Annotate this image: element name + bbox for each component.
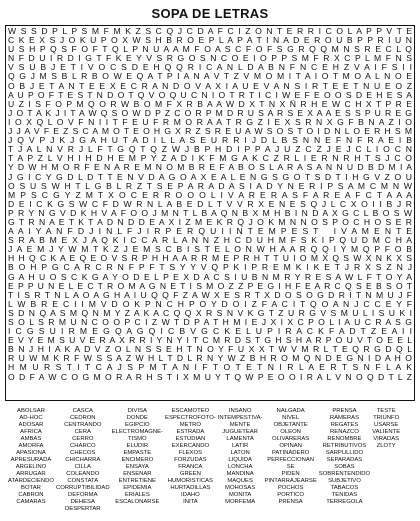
grid-row: S R A B M E X J A Q K I C C A R L A N N Z H C D U H M F S K I P Q U D M C H A <box>8 236 412 246</box>
grid-row: S O L S R M U N C O O P C I Z W T D P A T H M I E J X I X C P O L I A U C R A S G <box>8 318 412 327</box>
grid-row: U S H P Q S F O F T Q L P N U A A M F O A S C F O F S G R Q Q M N S R E C L Q <box>8 45 412 55</box>
word-list-item: USARSE <box>374 422 399 428</box>
word-list-item: ESTUDIAN <box>175 436 206 442</box>
word-list-item: COLEANDO <box>66 471 100 477</box>
word-list-item: CENTRANDO <box>64 422 102 428</box>
word-list-item: ELECTROMAGNE- <box>111 429 164 435</box>
grid-row: O S U S W H T L G B L R Z T S E P A R A D A S I A D Y N E R I P S A M C M N W <box>8 181 412 191</box>
word-list-item: REGATES <box>330 422 359 428</box>
word-list-item: DIVISA <box>127 408 147 414</box>
word-list-item: PIDEN <box>281 471 300 477</box>
word-list-item: MÓNITA <box>228 492 252 498</box>
word-list-item: SARPULLIDO <box>325 450 364 456</box>
word-list-item: PATINADERO <box>271 450 310 456</box>
grid-row: H M U R S T I T C A J S P M T A N I F T O T E T N I R L A E R T S N F L A K <box>8 363 412 373</box>
word-column <box>8 408 54 520</box>
word-list-item: TESTE <box>376 408 396 414</box>
word-list-item: ENCIMERO <box>121 457 154 463</box>
word-list-item: AMORFA <box>18 443 44 449</box>
word-list-item: ENSAYA <box>125 464 149 470</box>
word-list-item: HURTADILLAS <box>170 485 211 491</box>
grid-row: R U W M K R F W S S A Z W H L T D L R N Y W Z B H R O M Q N D E G N I D A H O <box>8 354 412 364</box>
word-list-item: METRO <box>179 422 202 428</box>
letter-grid <box>5 25 415 401</box>
word-list-item: TENIDAS <box>331 492 358 498</box>
grid-row: D E I C K G S W C F D W R N L A B E D L T V V R X E N E S Q J L C X O I I B J R <box>8 199 412 209</box>
word-list-item: HUMORÍSTICAS <box>167 478 213 484</box>
word-list-item: TABACOS <box>330 485 359 491</box>
word-list-item: ERIALES <box>124 492 150 498</box>
word-list-item: AMBAS <box>20 436 42 442</box>
word-list-item: ÁFRICA <box>20 429 42 435</box>
grid-row: S D N Q A S M Q N M Y Z A K A C Q Q X R S N V K G T Z U R G V S M U L I S U K I <box>8 308 412 318</box>
word-list-item: FRANCA <box>178 464 203 470</box>
word-list-item: MAQUES <box>227 478 253 484</box>
grid-row: C K E X S J O K U P O X W S H B R O E P L A P A T I N A D E R O U B P P R I U N <box>8 36 412 46</box>
word-list-item: PERFECCIONAN <box>267 457 315 463</box>
word-list-item: ABOLSAR <box>17 408 45 414</box>
grid-row: U Z I S F O P M Q O R W B O M F X R B A A W D X T N X Ñ R H E W C H X T P R E <box>8 99 412 109</box>
grid-row: B N J H I A K A D V Z O L N S S E H T N O Y F U X X T W V M R L T E Q R G D Q L <box>8 345 412 355</box>
word-list-item: CORRUPTIBILIDAD <box>55 485 110 491</box>
word-list-item: NIVEL <box>282 415 300 421</box>
word-list-item: TERREGOLA <box>326 499 363 505</box>
word-list-item: ESTRADA <box>176 429 205 435</box>
word-list-item: RENAZCO <box>330 429 359 435</box>
word-list-item: CÁMARAS <box>16 499 46 505</box>
word-list-item: CERA <box>74 429 91 435</box>
word-list-item: ESPECTROFOTÓ- <box>165 415 216 421</box>
grid-row: G T R N A E T K T A D N D D E A X I Z M E K R Q J O K M N N O S P O C H O S E R <box>8 217 412 227</box>
word-list-item: ENTRETIENE <box>118 478 156 484</box>
grid-row: B O H P G C A R C R N F P F T S Y Y V Q P K I P R E M K I K E T J R X S Z N J <box>8 263 412 273</box>
word-list-item: DEHESA <box>70 499 95 505</box>
word-column <box>264 408 316 520</box>
word-list-item: PINTARRAJEARSE <box>264 478 317 484</box>
grid-row: T J A L N V R J L F T G Q T Q Z W J B P H D I P P A J U Z C Z J E J C L I O C N <box>8 145 412 155</box>
word-list-item: FLEXOS <box>178 450 202 456</box>
word-list-item: CHICHARRA <box>65 457 101 463</box>
word-list-item: RENOMBRE <box>327 436 362 442</box>
word-list-item: GREEN <box>179 471 201 477</box>
word-list-item: ATARDECIENDO <box>8 478 54 484</box>
grid-row: M P S C G Y Z M T X O C E R R O O O L I V A R E R A S F A R E A F C T A A A <box>8 190 412 200</box>
grid-row: T I S R T N L A O A G H A I U Q Q F Z A W X E S R T X D O S O G D R I T N M U J F <box>8 290 412 300</box>
word-list-item: EMPASTE <box>123 450 152 456</box>
word-list-item: DÓNDE <box>126 415 148 421</box>
page-title: SOPA DE LETRAS <box>151 6 269 21</box>
word-list-item: VIRADAS <box>373 436 400 442</box>
word-list-item: FORZUDAS <box>174 457 207 463</box>
grid-row: J O T A K J I T A W Q S O W D P Z C O R P M D R U S A R S E X A A E S S P U R E G <box>8 108 412 118</box>
word-list-item: ADOSAR <box>18 422 44 428</box>
word-list-item: DESPERTAR <box>65 506 101 512</box>
word-list-item: CASCA <box>72 408 93 414</box>
word-column <box>165 408 216 520</box>
grid-row: N F D U I R D I G T F K E Y V S R G O S N C O E I O P P S M F R X C P L M F N S <box>8 54 412 64</box>
grid-row: J A E M J Y W M T K Z J E M S C B I S T E L O N W H A A R Q Q I Y M Q P F O B <box>8 245 412 255</box>
word-list-item: CERRÓ <box>72 436 94 442</box>
word-list-item: LATÍR <box>231 443 249 449</box>
word-column <box>372 408 400 520</box>
word-list-item: TRIUNFO <box>373 415 400 421</box>
word-list-item: SE <box>286 464 295 470</box>
word-list-item: LIQUIDA <box>228 457 252 463</box>
word-list-item: MANDINA <box>226 471 254 477</box>
word-list-item: INTEMPESTIVA- <box>217 415 263 421</box>
word-list-item: ARRUGAR <box>16 471 46 477</box>
grid-row: I C G S U I R M E G Q A G Q I C B V G C K E L U P I R A C K F A D T Z E A I I <box>8 327 412 337</box>
word-list-item: OPINAN <box>279 443 302 449</box>
word-list-item: ZLOTY <box>376 443 396 449</box>
word-column <box>56 408 110 520</box>
word-list-item: LONCHA <box>227 464 253 470</box>
word-list-item: TISMO <box>127 436 147 442</box>
word-list-item: CONSTATA <box>67 478 99 484</box>
word-list-item: CHECOS <box>70 450 96 456</box>
grid-row: E V Y E M S U V E R A X R R I Y N Y I T C M R D S T G H S H A R P O U V T O E E L <box>8 336 412 346</box>
word-list-item: CABRÓN <box>18 492 44 498</box>
word-list-item: DEFORMA <box>68 492 98 498</box>
word-list-item: RETRIBUTIVOS <box>322 443 367 449</box>
grid-row: E P P U N E L E C T R O M A G N E T I S M O Z Z P E G I H F E A R C Q S E B S O T <box>8 281 412 291</box>
grid-row: H H Q C K A E Q E O V S R P H H A A R R M E P R H T T U I O M X Q S W X N K X S <box>8 254 412 264</box>
word-list-item: PÓRTICO <box>277 492 304 498</box>
word-list-item: ESCAMOTEO <box>171 408 210 414</box>
word-list-item: INITA <box>183 499 198 505</box>
word-list-item: ENSEÑAR <box>123 471 152 477</box>
grid-row: Y D W H M O R F E N A R E M N O M B R E F A B O S L A R A S A N N U D B D M I A <box>8 163 412 173</box>
word-list-item: PRENSA <box>332 408 357 414</box>
grid-row: L W B R E C I I M V D O K P N C H P O Y D O I Z F A C I T Q O A N J C C E Y F <box>8 299 412 309</box>
grid-row: J J A V F E Z S C A M O T E O H G X R Z S R E U A W S O S T O I D N L O E R H S M <box>8 127 412 137</box>
word-list-item: POCHOS <box>277 485 304 491</box>
word-list-item: BOTAR <box>21 485 41 491</box>
grid-row: A U P O F T E S T N D O T Q V O Q U C N I O T R T I C I W E F E O O S D E H E S A <box>8 90 412 100</box>
word-column <box>218 408 263 520</box>
grid-row: V S U B J E T I V O C S D E H Q Q R I C A N L D A B N F N C E H Z V A I F S I I <box>8 63 412 73</box>
grid-row: O B J E T A N T E E X E C R A N D O V A X I A U E V A N S I R T E E T N U E O Z <box>8 81 412 91</box>
word-list-item: OLIVARERAS <box>272 436 310 442</box>
word-column <box>112 408 163 520</box>
word-list-item: NALGADA <box>276 408 305 414</box>
word-list-item: SEPARADAS <box>326 457 363 463</box>
word-list-item: ELUDIR <box>126 443 149 449</box>
word-list-item: IDAHO <box>181 492 200 498</box>
word-list-item: LAMENTA <box>226 436 254 442</box>
word-list-item: APASIONA <box>16 450 46 456</box>
word-list-item: PRENSA <box>278 499 303 505</box>
word-list-item: MENTE <box>229 422 251 428</box>
word-list-item: OLEÓN <box>280 429 301 435</box>
grid-row: J Q V P J K J G A H U T A D I L L A S E U R R I J D L B S N N E F N F R A E I B <box>8 136 412 146</box>
word-list-item: JUGUETEAR <box>222 429 258 435</box>
word-list-item: AD-HOC <box>19 415 43 421</box>
grid-row: I O X Q L O V F N I I T F E U F R M O R A A T R G Z I E X S R N X G F B N A Z I O <box>8 117 412 127</box>
grid-row: G A H U O S C K G A Y O D E L P E X D A C S I U B N M R Y R E S A W L F T O Y A <box>8 272 412 282</box>
word-list-item: SOBAS <box>334 464 355 470</box>
grid-row: T A P Z L V H I H D H E M P Y Z A D I K F M G A K C Z R L I E R N R H T S J C O <box>8 154 412 164</box>
word-list-item: VALIENTE <box>372 429 401 435</box>
word-list-item: MOHOSAS <box>225 485 256 491</box>
word-list-item: LATÓN <box>230 450 250 456</box>
word-list-item: CHARCO <box>70 443 96 449</box>
word-list-item: EGIPCIO <box>125 422 150 428</box>
word-list-item: MORFEMA <box>225 499 256 505</box>
word-list-item: OBJETANTE <box>273 422 308 428</box>
grid-row: A A I Y A N F D J I N L F J I R P E R Q U I I N T E M P E S T I V A M E N T E <box>8 227 412 237</box>
word-list-item: SUBJETIVO <box>328 478 361 484</box>
word-list-item: SOBRENTENDIDO <box>318 471 371 477</box>
grid-row: Q G J M S B L R B O W E Q A T P I A N A V T Z V M O M I T A I O T M O A L N O E <box>8 72 412 82</box>
word-list-item: EPIDEMIA <box>123 485 152 491</box>
grid-row: O D F A W C O G M O R A R H S T I X M U Y T Q W P E O O I R A L V N O Q D T L Z <box>8 372 412 382</box>
word-list-item: EXERCANDO <box>171 443 210 449</box>
word-list <box>8 408 412 520</box>
word-column <box>319 408 370 520</box>
word-list-item: RAMERAS <box>329 415 360 421</box>
word-list-item: ESCALONARSE <box>115 499 160 505</box>
grid-row: J G I C Y G D L D T T E N V D A G O A X E A L E N G S G O T S D T I H G V Z O U <box>8 172 412 182</box>
word-list-item: CILLA <box>74 464 91 470</box>
word-list-item: ARGELINO <box>15 464 47 470</box>
word-list-item: CEDRÓN <box>70 415 96 421</box>
word-list-item: INSANO <box>228 408 252 414</box>
grid-row: W S S D P L P S M F M K Z S C Q J C D A F C I Z O N T E R R I C O L A P P V T E <box>8 27 412 36</box>
grid-row: P R Y N G V D K H V A F O O J M N T L B A Q N B X M H B I N D A X G C L B O S W <box>8 208 412 218</box>
word-list-item: APRESURADA <box>10 457 52 463</box>
